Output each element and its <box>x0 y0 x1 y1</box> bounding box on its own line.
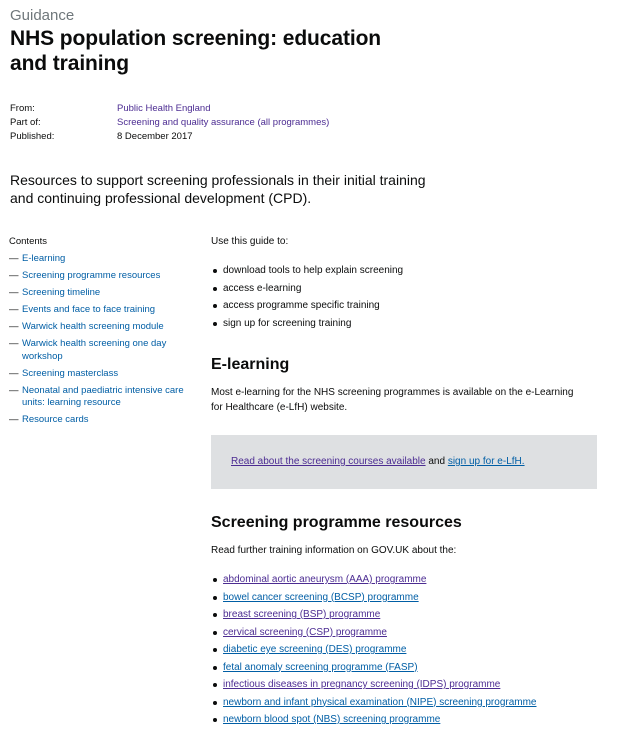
section-heading-resources: Screening programme resources <box>211 514 462 531</box>
metadata <box>10 102 329 144</box>
page-header <box>10 7 400 76</box>
e-learning-callout <box>211 435 597 489</box>
contents-item-neonatal <box>9 385 184 410</box>
organisation-link[interactable]: Public Health England <box>117 103 211 114</box>
dash-icon: — <box>9 270 19 281</box>
intro-text: Use this guide to: <box>211 236 289 247</box>
programme-link-fasp[interactable]: fetal anomaly screening programme (FASP) <box>223 661 418 673</box>
list-item <box>211 694 601 712</box>
programme-link-idps[interactable]: infectious diseases in pregnancy screening (IDPS) programme <box>223 679 501 690</box>
list-item: access e-learning <box>211 280 601 298</box>
uses-list <box>211 262 601 332</box>
dash-icon: — <box>9 414 19 425</box>
list-item <box>211 589 601 607</box>
meta-from-label: From: <box>10 103 35 114</box>
dash-icon: — <box>9 384 19 396</box>
callout-joiner: and <box>425 456 448 467</box>
published-date: 8 December 2017 <box>117 131 193 142</box>
contents-link[interactable]: E-learning <box>22 253 66 264</box>
list-item <box>211 711 601 729</box>
contents-item-warwick-workshop <box>9 338 184 363</box>
list-item <box>211 659 601 677</box>
dash-icon: — <box>9 304 19 315</box>
meta-published <box>10 130 329 144</box>
contents-link[interactable]: Screening programme resources <box>22 270 161 281</box>
contents-link[interactable]: Neonatal and paediatric intensive care units: learning resource <box>22 384 184 408</box>
dash-icon: — <box>9 367 19 379</box>
main-content <box>211 235 601 729</box>
document-type: Guidance <box>10 7 75 24</box>
sign-up-elfh-link[interactable]: sign up for e-LfH. <box>447 456 525 467</box>
screening-courses-link[interactable]: Read about the screening courses available <box>231 456 426 467</box>
contents-item-masterclass <box>9 368 184 381</box>
contents-link[interactable]: Events and face to face training <box>22 304 156 315</box>
section-heading-e-learning: E-learning <box>211 356 290 373</box>
meta-part-of-label: Part of: <box>10 117 41 128</box>
contents-item-events <box>9 304 184 317</box>
list-item <box>211 571 601 589</box>
contents-link[interactable]: Screening masterclass <box>22 367 119 379</box>
programme-link-bcsp[interactable]: bowel cancer screening (BCSP) programme <box>223 591 419 603</box>
list-item <box>211 606 601 624</box>
contents-link[interactable]: Resource cards <box>22 414 89 425</box>
list-item: access programme specific training <box>211 297 601 315</box>
contents-item-e-learning <box>9 253 184 266</box>
meta-part-of <box>10 116 329 130</box>
dash-icon: — <box>9 338 19 349</box>
programme-link-des[interactable]: diabetic eye screening (DES) programme <box>223 644 407 655</box>
contents-item-screening-programme-resources <box>9 270 184 283</box>
dash-icon: — <box>9 321 19 332</box>
programme-link-nipe[interactable]: newborn and infant physical examination (NIPE) screening programme <box>223 696 537 708</box>
meta-from <box>10 102 329 116</box>
programme-link-nbs[interactable]: newborn blood spot (NBS) screening programme <box>223 714 441 725</box>
list-item: sign up for screening training <box>211 315 601 333</box>
contents-link[interactable]: Screening timeline <box>22 287 101 298</box>
contents-item-resource-cards <box>9 414 184 427</box>
programme-link-bsp[interactable]: breast screening (BSP) programme <box>223 609 381 620</box>
page-title: NHS population screening: education and training <box>10 27 382 75</box>
contents-nav <box>9 235 184 431</box>
meta-published-label: Published: <box>10 131 55 142</box>
collection-link[interactable]: Screening and quality assurance (all programmes) <box>117 117 330 128</box>
dash-icon: — <box>9 287 19 298</box>
list-item: download tools to help explain screening <box>211 262 601 280</box>
list-item <box>211 624 601 642</box>
contents-link[interactable]: Warwick health screening one day workshop <box>22 338 167 362</box>
list-item <box>211 676 601 694</box>
contents-link[interactable]: Warwick health screening module <box>22 321 164 332</box>
e-learning-text: Most e-learning for the NHS screening programmes is available on the e-Learning for Healthcare (e-LfH) website. <box>211 387 574 413</box>
programme-links-list <box>211 571 601 729</box>
contents-item-screening-timeline <box>9 287 184 300</box>
programme-link-aaa[interactable]: abdominal aortic aneurysm (AAA) programme <box>223 574 427 585</box>
resources-text: Read further training information on GOV.UK about the: <box>211 545 457 556</box>
list-item <box>211 641 601 659</box>
contents-list <box>9 253 184 427</box>
page-summary: Resources to support screening professionals in their initial training and continuing professional development (CPD). <box>10 172 426 206</box>
programme-link-csp[interactable]: cervical screening (CSP) programme <box>223 626 387 638</box>
dash-icon: — <box>9 253 19 264</box>
contents-title: Contents <box>9 236 48 247</box>
contents-item-warwick-module <box>9 321 184 334</box>
